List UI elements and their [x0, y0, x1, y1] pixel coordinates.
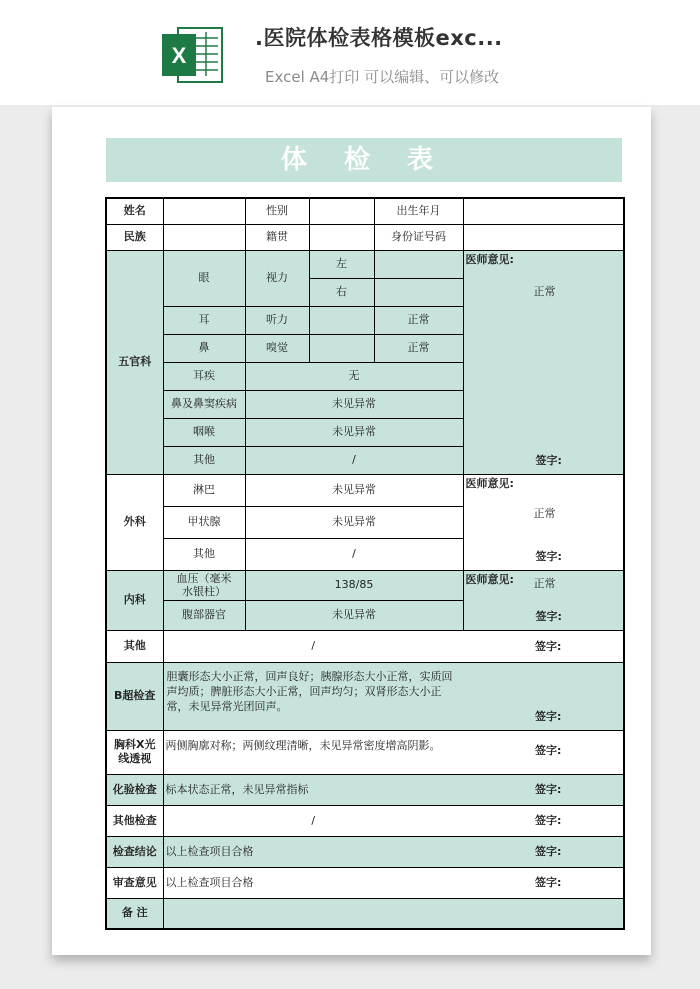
lab-text: 标本状态正常，未见异常指标	[163, 774, 463, 805]
name-label: 姓名	[106, 198, 163, 224]
review-section-label: 审查意见	[106, 867, 163, 898]
xray-text: 两侧胸廓对称；两侧纹理清晰，未见异常密度增高阴影。	[163, 730, 463, 774]
review-signature-cell	[463, 867, 624, 898]
conclusion-signature-cell	[463, 836, 624, 867]
vision-left-label: 左	[309, 250, 374, 278]
form-title: 体 检 表	[106, 138, 622, 182]
other-section-label: 其他	[106, 630, 163, 662]
lymph-value: 未见异常	[245, 474, 463, 506]
bp-label	[163, 570, 245, 600]
lymph-label: 淋巴	[163, 474, 245, 506]
other-check-signature-cell	[463, 805, 624, 836]
vision-label: 视力	[245, 250, 309, 306]
birth-field[interactable]	[463, 198, 624, 224]
hearing-label: 听力	[245, 306, 309, 334]
bp-value: 138/85	[245, 570, 463, 600]
ent-opinion-label: 医师意见:	[465, 252, 514, 266]
lab-signature-cell	[463, 774, 624, 805]
abdomen-value: 未见异常	[245, 600, 463, 630]
vision-left-field[interactable]	[374, 250, 463, 278]
xray-signature-label: 签字:	[535, 743, 562, 757]
native-place-field[interactable]	[309, 224, 374, 250]
sinus-label: 鼻及鼻窦疾病	[163, 390, 245, 418]
ent-opinion-value: 正常	[533, 284, 556, 298]
surgery-other-label: 其他	[163, 538, 245, 570]
gender-field[interactable]	[309, 198, 374, 224]
surgery-other-value: /	[245, 538, 463, 570]
id-number-label: 身份证号码	[374, 224, 463, 250]
smell-blank[interactable]	[309, 334, 374, 362]
conclusion-section-label: 检查结论	[106, 836, 163, 867]
name-field[interactable]	[163, 198, 245, 224]
surgery-opinion-label: 医师意见:	[465, 476, 514, 490]
internal-signature-label: 签字:	[535, 609, 562, 623]
ear-disease-label: 耳疾	[163, 362, 245, 390]
bp-label-line1: 血压（毫米	[176, 572, 232, 585]
vision-right-label: 右	[309, 278, 374, 306]
excel-icon-letter: X	[171, 43, 187, 68]
hearing-blank[interactable]	[309, 306, 374, 334]
ear-disease-value: 无	[245, 362, 463, 390]
ent-other-label: 其他	[163, 446, 245, 474]
review-text: 以上检查项目合格	[163, 867, 463, 898]
lab-section-label: 化验检查	[106, 774, 163, 805]
throat-label: 咽喉	[163, 418, 245, 446]
native-place-label: 籍贯	[245, 224, 309, 250]
ent-signature-label: 签字:	[535, 453, 562, 467]
ultrasound-section-label: B超检查	[106, 662, 163, 730]
thyroid-value: 未见异常	[245, 506, 463, 538]
header-bar	[0, 0, 700, 105]
review-signature-label: 签字:	[535, 875, 562, 889]
ent-other-value: /	[245, 446, 463, 474]
hearing-value: 正常	[374, 306, 463, 334]
ear-label: 耳	[163, 306, 245, 334]
remarks-section-label: 备 注	[106, 898, 163, 929]
internal-opinion-label: 医师意见:	[465, 572, 514, 586]
internal-opinion	[463, 570, 624, 630]
other-signature-cell	[463, 630, 624, 662]
conclusion-signature-label: 签字:	[535, 844, 562, 858]
birth-label: 出生年月	[374, 198, 463, 224]
id-number-field[interactable]	[463, 224, 624, 250]
ent-section-label: 五官科	[106, 250, 163, 474]
document-title: .医院体检表格模板exc...	[255, 26, 503, 50]
other-signature-label: 签字:	[535, 639, 562, 653]
ultrasound-text: 胆囊形态大小正常，回声良好；胰腺形态大小正常，实质回声均质；脾脏形态大小正常，回声均匀；双肾形态大小正常，未见异常光团回声。	[163, 662, 463, 730]
lab-signature-label: 签字:	[535, 782, 562, 796]
surgery-opinion	[463, 474, 624, 570]
conclusion-text: 以上检查项目合格	[163, 836, 463, 867]
xray-section-line2: 线透视	[118, 752, 152, 765]
xray-section-line1: 胸科X光	[114, 738, 156, 751]
xray-section-label	[106, 730, 163, 774]
throat-value: 未见异常	[245, 418, 463, 446]
smell-value: 正常	[374, 334, 463, 362]
bp-label-line2: 水银柱）	[182, 585, 226, 598]
excel-icon	[160, 22, 226, 88]
abdomen-label: 腹部器官	[163, 600, 245, 630]
ethnicity-label: 民族	[106, 224, 163, 250]
ultrasound-signature-label: 签字:	[535, 709, 562, 723]
other-check-value: /	[163, 805, 463, 836]
other-check-section-label: 其他检查	[106, 805, 163, 836]
smell-label: 嗅觉	[245, 334, 309, 362]
gender-label: 性别	[245, 198, 309, 224]
health-check-table	[105, 197, 625, 930]
ultrasound-signature-cell	[463, 662, 624, 730]
other-check-signature-label: 签字:	[535, 813, 562, 827]
sinus-value: 未见异常	[245, 390, 463, 418]
surgery-signature-label: 签字:	[535, 549, 562, 563]
eye-label: 眼	[163, 250, 245, 306]
internal-opinion-value: 正常	[533, 576, 556, 590]
surgery-opinion-value: 正常	[533, 506, 556, 520]
xray-signature-cell	[463, 730, 624, 774]
ent-opinion	[463, 250, 624, 474]
nose-label: 鼻	[163, 334, 245, 362]
ethnicity-field[interactable]	[163, 224, 245, 250]
remarks-field[interactable]	[163, 898, 624, 929]
internal-section-label: 内科	[106, 570, 163, 630]
document-subtitle: Excel A4打印 可以编辑、可以修改	[265, 68, 500, 86]
thyroid-label: 甲状腺	[163, 506, 245, 538]
surgery-section-label: 外科	[106, 474, 163, 570]
vision-right-field[interactable]	[374, 278, 463, 306]
other-value: /	[163, 630, 463, 662]
